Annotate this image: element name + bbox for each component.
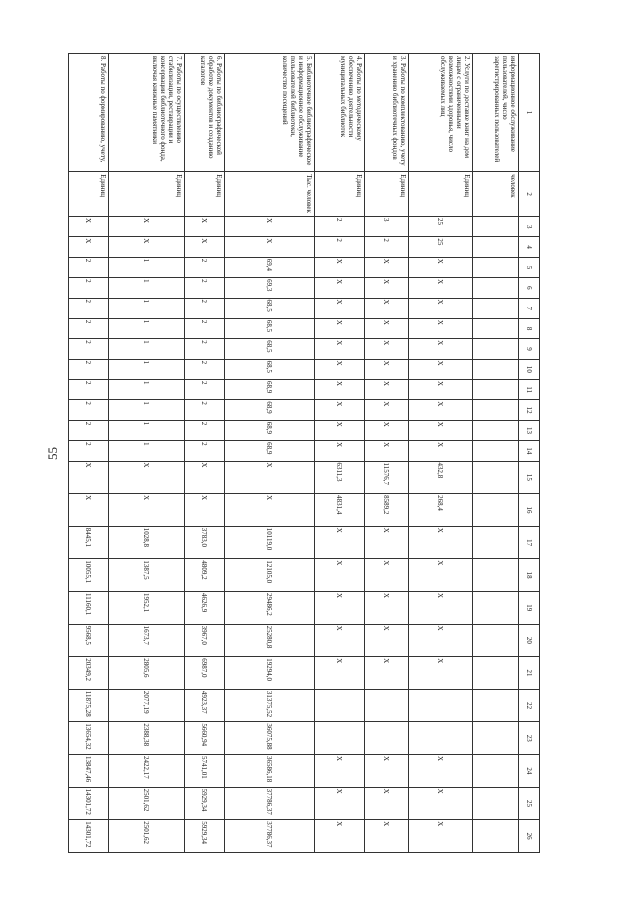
- table-cell: 6311,3: [315, 461, 365, 494]
- table-cell: 5929,34: [185, 787, 225, 820]
- table-cell: 37786,37: [225, 820, 315, 853]
- table-cell: 2: [69, 257, 109, 277]
- table-cell: 37786,37: [225, 787, 315, 820]
- table-cell: 2077,19: [109, 689, 185, 722]
- table-cell: 8445,1: [69, 526, 109, 559]
- table-cell: 9568,5: [69, 624, 109, 657]
- table-cell: X: [365, 441, 409, 461]
- column-number: 6: [519, 278, 540, 298]
- table-cell: 2: [69, 318, 109, 338]
- table-cell: X: [315, 380, 365, 400]
- table-cell: 68,5: [225, 359, 315, 379]
- table-cell: 2501,62: [109, 820, 185, 853]
- table-cell: X: [109, 494, 185, 527]
- table-cell: 5741,01: [185, 755, 225, 788]
- column-number: 19: [519, 591, 540, 624]
- table-cell: 8589,2: [365, 494, 409, 527]
- table-row: [69, 54, 109, 853]
- row-label: 8. Работы по формированию, учету,: [69, 54, 109, 172]
- table-cell: X: [365, 257, 409, 277]
- table-cell: X: [315, 278, 365, 298]
- table-row: [473, 54, 519, 853]
- table-cell: 2: [185, 400, 225, 420]
- table-cell: 2: [69, 400, 109, 420]
- row-label: 6. Работы по библиографической обработке документов и созданию каталогов: [185, 54, 225, 172]
- table-cell: X: [365, 755, 409, 788]
- table-cell: 12105,0: [225, 559, 315, 592]
- table-cell: [473, 787, 519, 820]
- table-cell: [473, 441, 519, 461]
- unit-cell: Единиц: [409, 172, 473, 217]
- table-cell: X: [365, 624, 409, 657]
- table-cell: X: [365, 278, 409, 298]
- table-cell: 1: [109, 400, 185, 420]
- unit-cell: Единиц: [69, 172, 109, 217]
- table-cell: X: [315, 591, 365, 624]
- column-number: 25: [519, 787, 540, 820]
- table-cell: [473, 217, 519, 237]
- table-cell: [315, 689, 365, 722]
- table-cell: 2501,62: [109, 787, 185, 820]
- table-cell: 5660,94: [185, 722, 225, 755]
- table-cell: 2: [185, 298, 225, 318]
- rotated-table-container: [84, 53, 540, 853]
- column-number: 4: [519, 237, 540, 257]
- table-cell: [473, 755, 519, 788]
- table-cell: 36586,18: [225, 755, 315, 788]
- table-cell: 29486,2: [225, 591, 315, 624]
- table-cell: 13847,46: [69, 755, 109, 788]
- table-cell: X: [365, 339, 409, 359]
- column-number: 22: [519, 689, 540, 722]
- table-cell: 5929,34: [185, 820, 225, 853]
- table-cell: [409, 722, 473, 755]
- table-cell: [473, 820, 519, 853]
- table-cell: 14301,72: [69, 787, 109, 820]
- table-cell: 1: [109, 380, 185, 400]
- table-cell: 1: [109, 339, 185, 359]
- table-cell: 68,9: [225, 441, 315, 461]
- table-cell: [473, 722, 519, 755]
- table-cell: 2: [69, 298, 109, 318]
- table-cell: X: [69, 461, 109, 494]
- table-cell: X: [315, 624, 365, 657]
- table-cell: 1952,1: [109, 591, 185, 624]
- table-cell: [473, 400, 519, 420]
- table-cell: X: [315, 787, 365, 820]
- table-cell: X: [315, 339, 365, 359]
- table-cell: X: [409, 755, 473, 788]
- table-cell: [473, 278, 519, 298]
- table-cell: 11875,28: [69, 689, 109, 722]
- table-cell: 1: [109, 420, 185, 440]
- table-cell: X: [409, 624, 473, 657]
- table-cell: 25: [409, 217, 473, 237]
- column-number: 15: [519, 461, 540, 494]
- table-cell: 10055,1: [69, 559, 109, 592]
- table-cell: 69,4: [225, 257, 315, 277]
- table-cell: 68,9: [225, 420, 315, 440]
- unit-cell: Единиц: [365, 172, 409, 217]
- table-cell: X: [365, 420, 409, 440]
- column-number: 7: [519, 298, 540, 318]
- column-number: 24: [519, 755, 540, 788]
- table-cell: 2: [315, 217, 365, 237]
- table-cell: X: [409, 591, 473, 624]
- table-cell: X: [185, 461, 225, 494]
- table-cell: X: [185, 237, 225, 257]
- row-label: 2. Услуги по доставке книг на дом лицам с ограниченными возможностями здоровья, число обслуживаемых лиц: [409, 54, 473, 172]
- table-cell: [473, 494, 519, 527]
- column-number: 13: [519, 420, 540, 440]
- table-cell: X: [315, 820, 365, 853]
- table-cell: X: [315, 257, 365, 277]
- table-cell: [473, 339, 519, 359]
- column-number: 8: [519, 318, 540, 338]
- unit-cell: Единиц: [185, 172, 225, 217]
- table-cell: X: [69, 237, 109, 257]
- table-cell: 20349,2: [69, 657, 109, 690]
- table-cell: 2: [185, 380, 225, 400]
- table-cell: 10119,0: [225, 526, 315, 559]
- row-label: информационное обслуживание пользователей, число зарегистрированных пользователей: [473, 54, 519, 172]
- table-cell: 3: [365, 217, 409, 237]
- column-number: 18: [519, 559, 540, 592]
- table-cell: X: [365, 298, 409, 318]
- table-cell: 2: [69, 278, 109, 298]
- table-cell: [473, 689, 519, 722]
- table-cell: X: [409, 257, 473, 277]
- table-cell: 2: [365, 237, 409, 257]
- table-cell: 2: [69, 420, 109, 440]
- column-number: 23: [519, 722, 540, 755]
- table-cell: X: [109, 237, 185, 257]
- table-cell: [473, 298, 519, 318]
- table-cell: X: [409, 298, 473, 318]
- table-cell: 2: [69, 441, 109, 461]
- table-cell: X: [409, 787, 473, 820]
- table-cell: 2: [185, 257, 225, 277]
- table-cell: X: [315, 400, 365, 420]
- table-cell: 1: [109, 257, 185, 277]
- table-cell: X: [365, 591, 409, 624]
- column-number: 16: [519, 494, 540, 527]
- table-cell: 68,5: [225, 339, 315, 359]
- column-number: 5: [519, 257, 540, 277]
- table-row: [315, 54, 365, 853]
- column-number: 20: [519, 624, 540, 657]
- table-cell: 11576,7: [365, 461, 409, 494]
- table-cell: [473, 657, 519, 690]
- table-cell: 4626,9: [185, 591, 225, 624]
- page-number: 55: [45, 447, 60, 460]
- table-cell: 2388,38: [109, 722, 185, 755]
- table-cell: X: [315, 526, 365, 559]
- table-cell: X: [185, 217, 225, 237]
- table-cell: 2: [69, 359, 109, 379]
- table-cell: 2422,17: [109, 755, 185, 788]
- table-cell: 1673,7: [109, 624, 185, 657]
- table-cell: 25: [409, 237, 473, 257]
- table-cell: 4809,2: [185, 559, 225, 592]
- table-cell: [473, 257, 519, 277]
- column-number-row: [519, 54, 540, 853]
- table-row: [225, 54, 315, 853]
- table-cell: X: [409, 420, 473, 440]
- table-cell: 3783,0: [185, 526, 225, 559]
- table-cell: 4831,4: [315, 494, 365, 527]
- table-cell: 13654,32: [69, 722, 109, 755]
- table-cell: 2805,6: [109, 657, 185, 690]
- table-cell: X: [365, 559, 409, 592]
- table-cell: X: [315, 657, 365, 690]
- table-cell: 19294,0: [225, 657, 315, 690]
- table-cell: [473, 526, 519, 559]
- table-cell: 31375,52: [225, 689, 315, 722]
- column-number: 11: [519, 380, 540, 400]
- table-cell: 4923,37: [185, 689, 225, 722]
- table-cell: X: [409, 318, 473, 338]
- table-cell: [473, 420, 519, 440]
- column-number: 21: [519, 657, 540, 690]
- table-cell: 268,4: [409, 494, 473, 527]
- table-cell: 2: [185, 359, 225, 379]
- table-cell: 68,9: [225, 380, 315, 400]
- table-cell: [473, 591, 519, 624]
- column-number: 17: [519, 526, 540, 559]
- table-cell: X: [225, 217, 315, 237]
- unit-cell: Единиц: [315, 172, 365, 217]
- table-cell: X: [315, 559, 365, 592]
- table-cell: 25280,8: [225, 624, 315, 657]
- table-cell: X: [409, 359, 473, 379]
- table-cell: 1: [109, 441, 185, 461]
- unit-cell: человек: [473, 172, 519, 217]
- table-cell: 36075,88: [225, 722, 315, 755]
- column-number: 26: [519, 820, 540, 853]
- table-cell: [473, 318, 519, 338]
- row-label: 3. Работы по комплектованию, учету и хранению библиотечных фондов: [365, 54, 409, 172]
- table-cell: X: [409, 526, 473, 559]
- table-cell: X: [409, 559, 473, 592]
- table-cell: 2: [185, 420, 225, 440]
- table-cell: 6987,0: [185, 657, 225, 690]
- table-row: [109, 54, 185, 853]
- table-cell: 68,9: [225, 400, 315, 420]
- table-cell: 2: [315, 237, 365, 257]
- table-cell: 1028,8: [109, 526, 185, 559]
- table-cell: X: [365, 359, 409, 379]
- column-number: 1: [519, 54, 540, 172]
- column-number: 14: [519, 441, 540, 461]
- table-cell: X: [315, 420, 365, 440]
- table-cell: X: [365, 380, 409, 400]
- table-cell: X: [225, 494, 315, 527]
- table-cell: X: [365, 787, 409, 820]
- table-cell: X: [225, 461, 315, 494]
- table-cell: 432,8: [409, 461, 473, 494]
- table-cell: 2: [69, 380, 109, 400]
- table-cell: X: [409, 657, 473, 690]
- table-cell: X: [409, 339, 473, 359]
- table-cell: X: [315, 298, 365, 318]
- table-cell: X: [225, 237, 315, 257]
- table-cell: 2: [185, 441, 225, 461]
- table-cell: [473, 359, 519, 379]
- table-row: [185, 54, 225, 853]
- table-cell: 68,5: [225, 298, 315, 318]
- table-cell: X: [365, 318, 409, 338]
- table-cell: 69,3: [225, 278, 315, 298]
- table-cell: 1: [109, 318, 185, 338]
- row-label: 5. Библиотечное библиографическое и информационное обслуживание пользователей библиотеки, количество посещений: [225, 54, 315, 172]
- table-cell: X: [315, 441, 365, 461]
- table-cell: [315, 722, 365, 755]
- table-row: [409, 54, 473, 853]
- table-cell: [473, 237, 519, 257]
- table-cell: 2: [185, 339, 225, 359]
- column-number: 10: [519, 359, 540, 379]
- table-cell: 14301,72: [69, 820, 109, 853]
- data-table: [68, 53, 540, 853]
- table-cell: X: [365, 820, 409, 853]
- table-cell: X: [365, 526, 409, 559]
- table-cell: 1: [109, 359, 185, 379]
- row-label: 4. Работы по методическому обеспечению деятельности муниципальных библиотек: [315, 54, 365, 172]
- table-cell: 1: [109, 298, 185, 318]
- row-label: 7. Работы по осуществлению стабилизации, реставрации и консервации библиотечного фонда, включая книжные памятники: [109, 54, 185, 172]
- table-cell: 2: [69, 339, 109, 359]
- table-cell: [473, 624, 519, 657]
- column-number: 3: [519, 217, 540, 237]
- table-cell: 1387,5: [109, 559, 185, 592]
- table-cell: X: [315, 359, 365, 379]
- unit-cell: Тыс. человек: [225, 172, 315, 217]
- table-cell: 68,5: [225, 318, 315, 338]
- table-cell: X: [409, 380, 473, 400]
- table-cell: 3967,0: [185, 624, 225, 657]
- table-cell: [409, 689, 473, 722]
- table-row: [365, 54, 409, 853]
- table-cell: X: [315, 755, 365, 788]
- table-cell: X: [315, 318, 365, 338]
- column-number: 2: [519, 172, 540, 217]
- table-cell: X: [409, 278, 473, 298]
- table-cell: [365, 722, 409, 755]
- table-cell: X: [409, 400, 473, 420]
- table-cell: 1: [109, 278, 185, 298]
- table-cell: X: [409, 820, 473, 853]
- unit-cell: Единиц: [109, 172, 185, 217]
- table-cell: [473, 380, 519, 400]
- table-cell: X: [69, 494, 109, 527]
- table-cell: X: [109, 217, 185, 237]
- table-cell: [473, 461, 519, 494]
- column-number: 12: [519, 400, 540, 420]
- table-cell: 2: [185, 318, 225, 338]
- table-cell: [365, 689, 409, 722]
- table-cell: X: [69, 217, 109, 237]
- table-cell: [473, 559, 519, 592]
- table-cell: X: [409, 441, 473, 461]
- column-number: 9: [519, 339, 540, 359]
- table-cell: X: [185, 494, 225, 527]
- table-cell: X: [365, 400, 409, 420]
- table-cell: 11160,1: [69, 591, 109, 624]
- table-cell: X: [109, 461, 185, 494]
- table-cell: 2: [185, 278, 225, 298]
- table-cell: X: [365, 657, 409, 690]
